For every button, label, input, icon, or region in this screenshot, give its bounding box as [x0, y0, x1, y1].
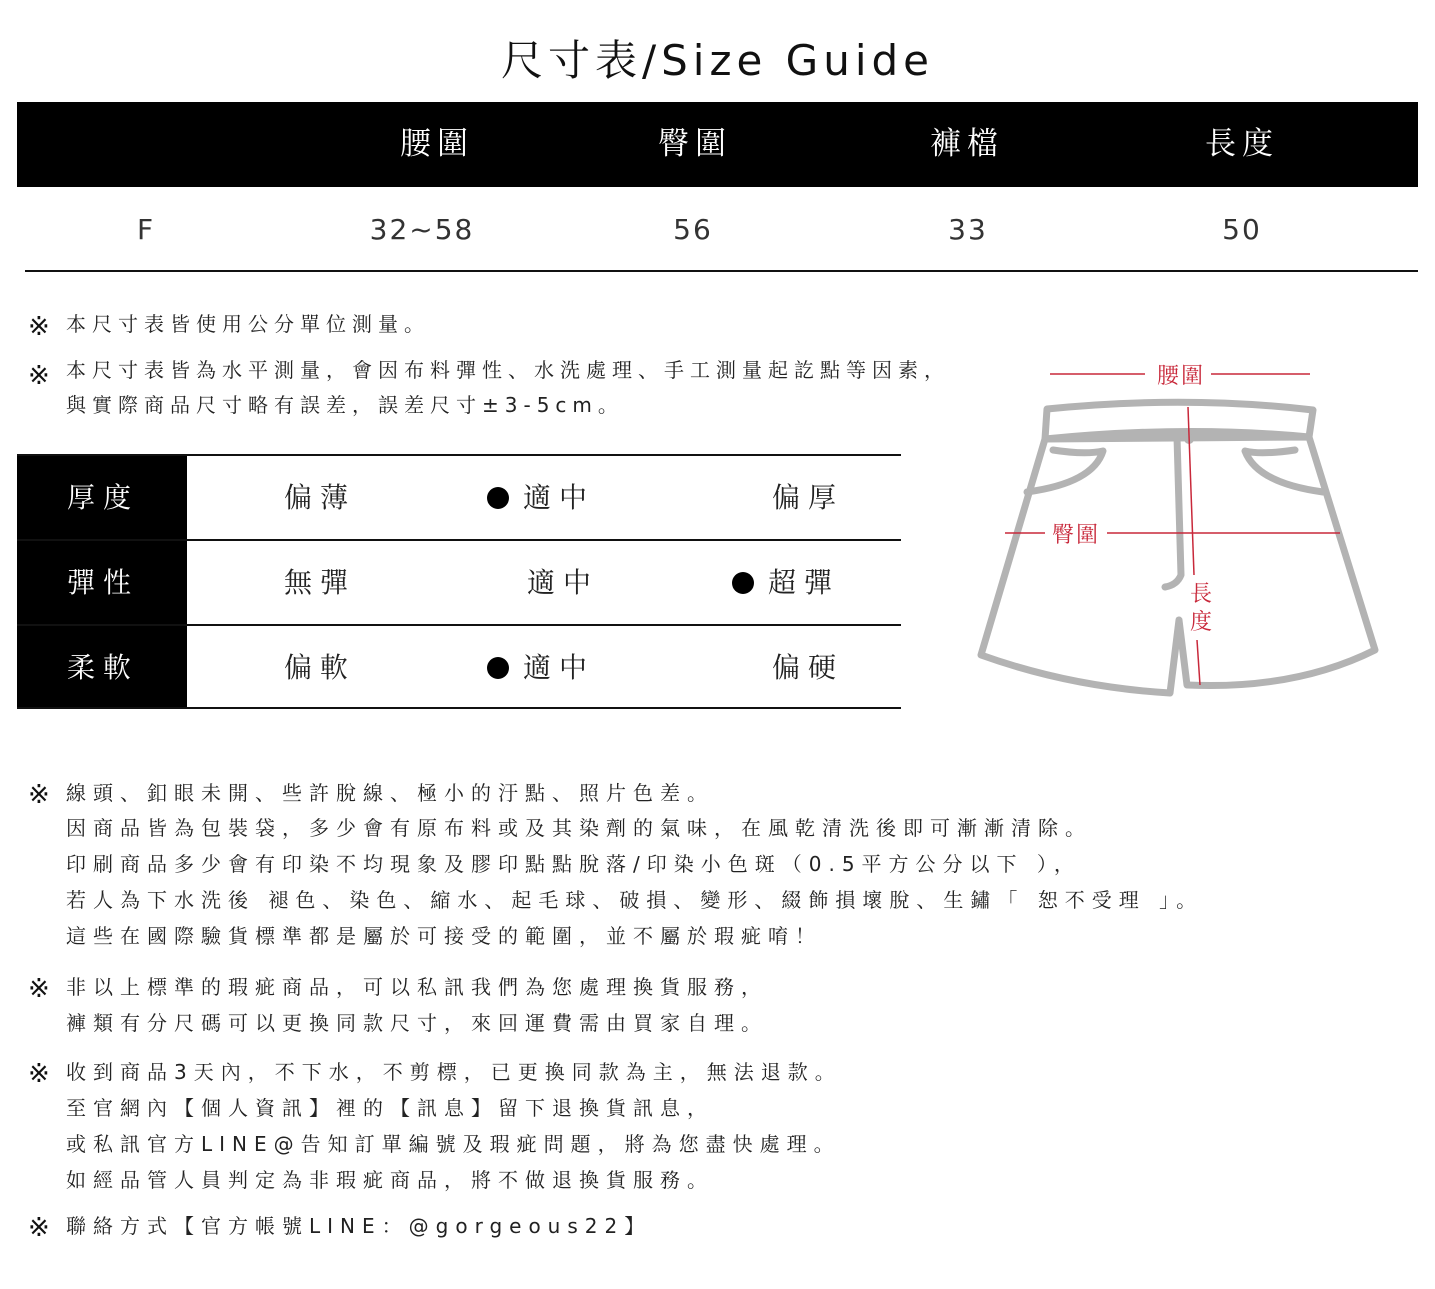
- size-table-header: [17, 102, 1418, 187]
- waist-measure-label: 腰圍: [1157, 364, 1206, 389]
- waist-cell: 32~58: [369, 213, 475, 246]
- size-table-bottom-rule: [25, 270, 1418, 272]
- header-waist: 腰圍: [400, 126, 474, 162]
- header-rise: 褲檔: [930, 126, 1004, 162]
- rise-cell: 33: [948, 213, 988, 246]
- hip-measure-label: 臀圍: [1052, 523, 1101, 548]
- attr-option-selected: 適中: [487, 456, 595, 539]
- length-measure-label-1: 長: [1190, 582, 1215, 607]
- shorts-diagram: [975, 355, 1385, 700]
- attr-divider: [17, 707, 901, 709]
- attr-row-softness: [17, 626, 901, 709]
- attr-option: 偏硬: [772, 651, 845, 684]
- header-length: 長度: [1205, 126, 1279, 162]
- measure-note-2: 本尺寸表皆為水平測量，會因布料彈性、水洗處理、手工測量起訖點等因素，: [66, 358, 950, 382]
- selected-dot-icon: [732, 572, 754, 594]
- measure-note-1: 本尺寸表皆使用公分單位測量。: [66, 312, 430, 336]
- defect-note-line: 若人為下水洗後 褪色、染色、縮水、起毛球、破損、變形、綴飾損壞脫、生鏽「 恕不受理 」。: [66, 888, 1204, 912]
- defect-note-line: 因商品皆為包裝袋，多少會有原布料或及其染劑的氣味，在風乾清洗後即可漸漸清除。: [66, 816, 1092, 840]
- note-mark: ※: [28, 361, 50, 391]
- selected-dot-icon: [487, 657, 509, 679]
- length-measure-label-2: 度: [1190, 610, 1215, 635]
- attr-option: 適中: [527, 566, 600, 599]
- page-title: 尺寸表/Size Guide: [500, 36, 935, 85]
- note-mark: ※: [28, 1213, 50, 1243]
- fabric-attributes-table: [17, 454, 901, 709]
- attr-option-selected: 超彈: [732, 541, 840, 624]
- note-mark: ※: [28, 312, 50, 342]
- note-mark: ※: [28, 780, 50, 810]
- exchange-note-line: 褲類有分尺碼可以更換同款尺寸，來回運費需由買家自理。: [66, 1011, 768, 1035]
- attr-row-thickness: [17, 456, 901, 539]
- attr-divider: [17, 624, 901, 626]
- exchange-note-line: 非以上標準的瑕疵商品，可以私訊我們為您處理換貨服務，: [66, 975, 768, 999]
- attr-option: 偏軟: [284, 651, 357, 684]
- note-mark: ※: [28, 974, 50, 1004]
- attr-divider: [17, 539, 901, 541]
- attr-label: 厚度: [17, 456, 187, 539]
- attr-row-elasticity: [17, 541, 901, 624]
- attr-option: 偏薄: [284, 481, 357, 514]
- return-note-line: 如經品管人員判定為非瑕疵商品，將不做退換貨服務。: [66, 1168, 714, 1192]
- selected-dot-icon: [487, 487, 509, 509]
- defect-note-line: 線頭、釦眼未開、些許脫線、極小的汙點、照片色差。: [66, 781, 714, 805]
- contact-line: 聯絡方式【官方帳號LINE：@gorgeous22】: [66, 1214, 652, 1238]
- return-note-line: 或私訊官方LINE@告知訂單編號及瑕疵問題，將為您盡快處理。: [66, 1132, 841, 1156]
- attr-option-selected: 適中: [487, 626, 595, 709]
- measure-note-3: 與實際商品尺寸略有誤差，誤差尺寸±3-5cm。: [66, 393, 624, 417]
- header-hip: 臀圍: [658, 126, 732, 162]
- return-note-line: 收到商品3天內，不下水，不剪標，已更換同款為主，無法退款。: [66, 1060, 842, 1084]
- shorts-outline-icon: [975, 355, 1385, 700]
- defect-note-line: 印刷商品多少會有印染不均現象及膠印點點脫落/印染小色斑（0.5平方公分以下 ），: [66, 852, 1081, 876]
- return-note-line: 至官網內【個人資訊】裡的【訊息】留下退換貨訊息，: [66, 1096, 714, 1120]
- attr-label: 柔軟: [17, 626, 187, 709]
- length-cell: 50: [1222, 213, 1262, 246]
- note-mark: ※: [28, 1059, 50, 1089]
- size-cell: F: [136, 213, 156, 246]
- hip-cell: 56: [673, 213, 713, 246]
- attr-option: 偏厚: [772, 481, 845, 514]
- attr-option: 無彈: [284, 566, 357, 599]
- defect-note-line: 這些在國際驗貨標準都是屬於可接受的範圍，並不屬於瑕疵唷！: [66, 924, 822, 948]
- attr-label: 彈性: [17, 541, 187, 624]
